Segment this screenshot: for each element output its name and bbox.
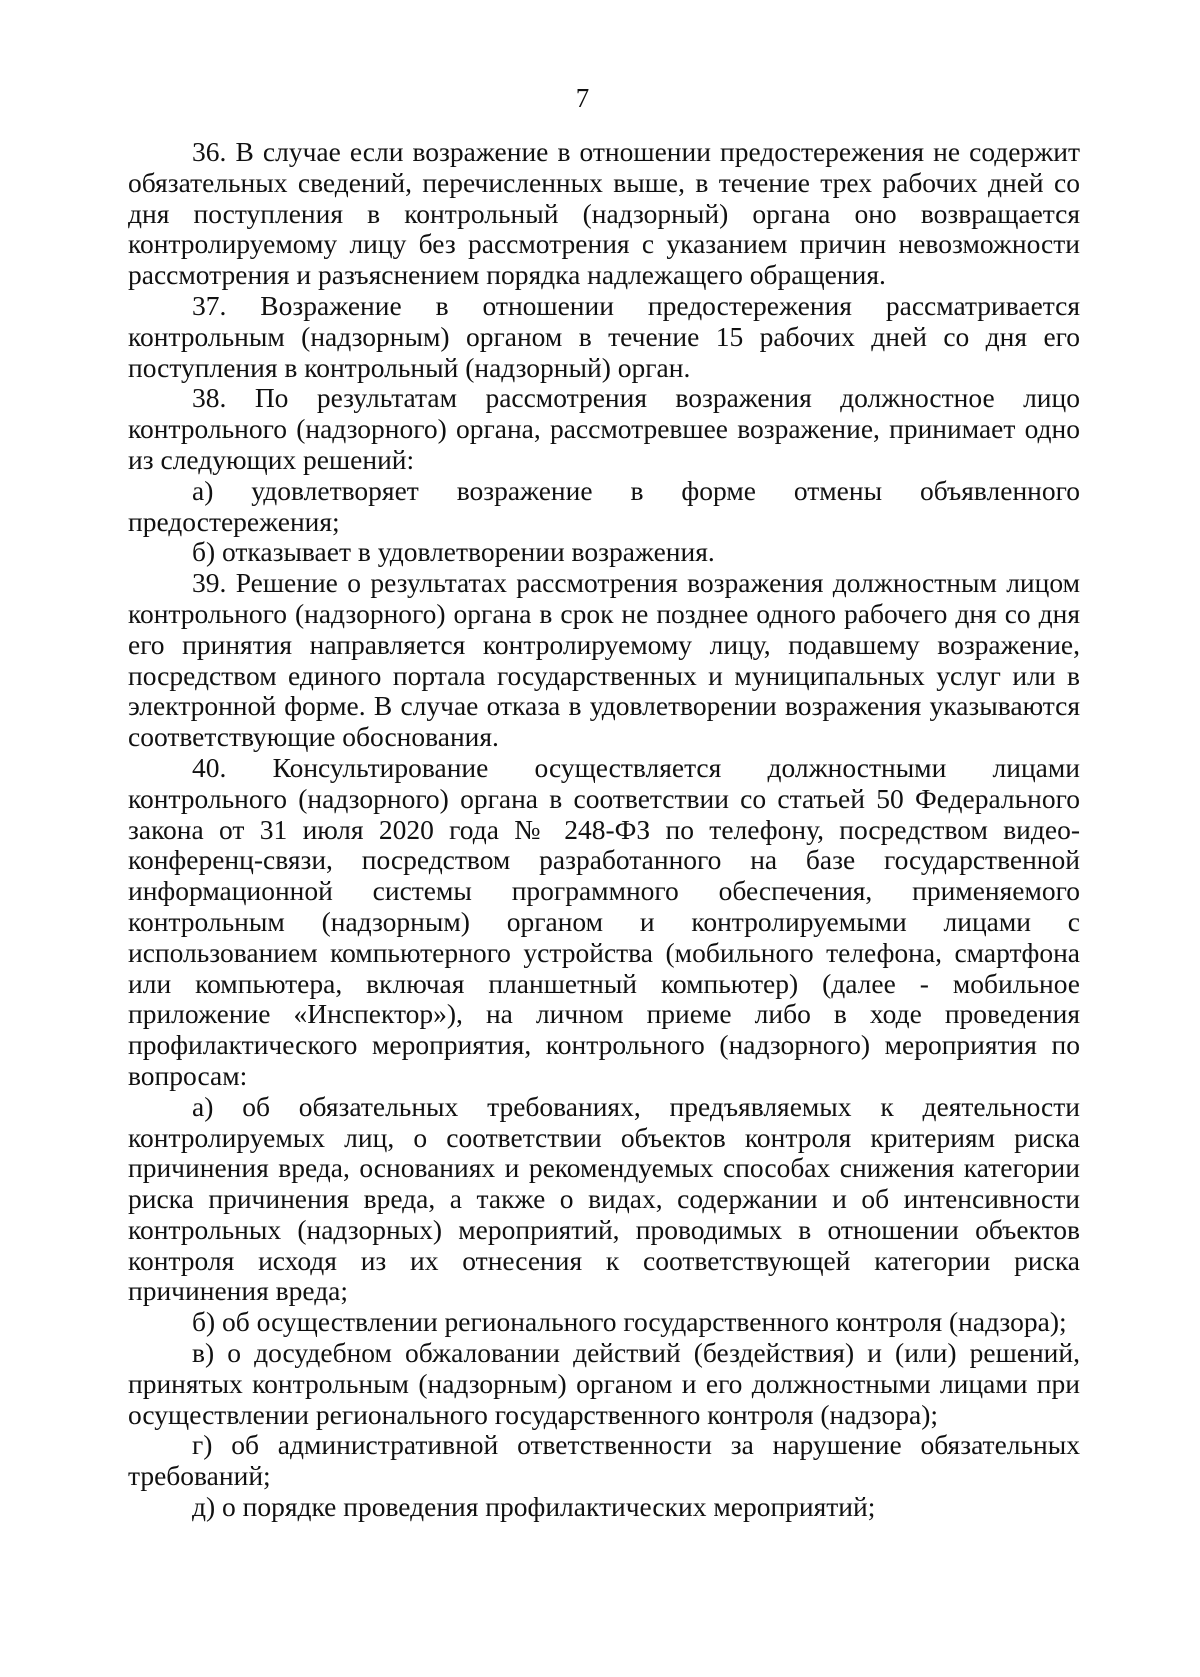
page-number: 7 [575,83,590,113]
paragraph-38: 38. По результатам рассмотрения возражения должностное лицо контрольного (надзорного) органа, рассмотревшее возражение, принимает одно из следующих решений: [128,382,1080,475]
paragraph-40-item-a: а) об обязательных требованиях, предъявляемых к деятельности контролируемых лиц, о соответствии объектов контроля критериям риска причинения вреда, основаниях и рекомендуемых способах снижения категории риска причинения вреда, а также о видах, содержании и об интенсивности контрольных (надзорных) мероприятий, проводимых в отношении объектов контроля исходя из их отнесения к соответствующей категории риска причинения вреда; [128,1090,1080,1307]
paragraph-38-item-b: б) отказывает в удовлетворении возражения. [192,536,715,568]
paragraph-37: 37. Возражение в отношении предостережения рассматривается контрольным (надзорным) органом в течение 15 рабочих дней со дня его поступления в контрольный (надзорный) орган. [128,289,1080,383]
paragraph-38-item-a: а) удовлетворяет возражение в форме отмены объявленного предостережения; [128,474,1080,537]
paragraph-40-item-v: в) о досудебном обжаловании действий (бездействия) и (или) решений, принятых контрольным (надзорным) органом и его должностными лицами при осуществлении регионального государственного контроля (надзора); [128,1337,1080,1430]
paragraph-40-item-b: б) об осуществлении регионального государственного контроля (надзора); [192,1306,1067,1338]
paragraph-39: 39. Решение о результатах рассмотрения возражения должностным лицом контрольного (надзорного) органа в срок не позднее одного рабочего дня со дня его принятия направляется контролируемому лицу, подавшему возражение, посредством единого портала государственных и муниципальных услуг или в электронной форме. В случае отказа в удовлетворении возражения указываются соответствующие обоснования. [128,567,1080,753]
paragraph-36: 36. В случае если возражение в отношении предостережения не содержит обязательных сведений, перечисленных выше, в течение трех рабочих дней со дня поступления в контрольный (надзорный) органа оно возвращается контролируемому лицу без рассмотрения с указанием причин невозможности рассмотрения и разъяснением порядка надлежащего обращения. [128,136,1080,291]
paragraph-40-item-d: д) о порядке проведения профилактических мероприятий; [192,1491,876,1523]
paragraph-40: 40. Консультирование осуществляется должностными лицами контрольного (надзорного) органа в соответствии со статьей 50 Федерального закона от 31 июля 2020 года № 248-ФЗ по телефону, посредством видео-конференц-связи, посредством разработанного на базе государственной информационной системы программного обеспечения, применяемого контрольным (надзорным) органом и контролируемыми лицами с использованием компьютерного устройства (мобильного телефона, смартфона или компьютера, включая планшетный компьютер) (далее - мобильное приложение «Инспектор»), на личном приеме либо в ходе проведения профилактического мероприятия, контрольного (надзорного) мероприятия по вопросам: [128,751,1080,1091]
paragraph-40-item-g: г) об административной ответственности за нарушение обязательных требований; [128,1429,1080,1492]
document-body [128,137,1080,1523]
